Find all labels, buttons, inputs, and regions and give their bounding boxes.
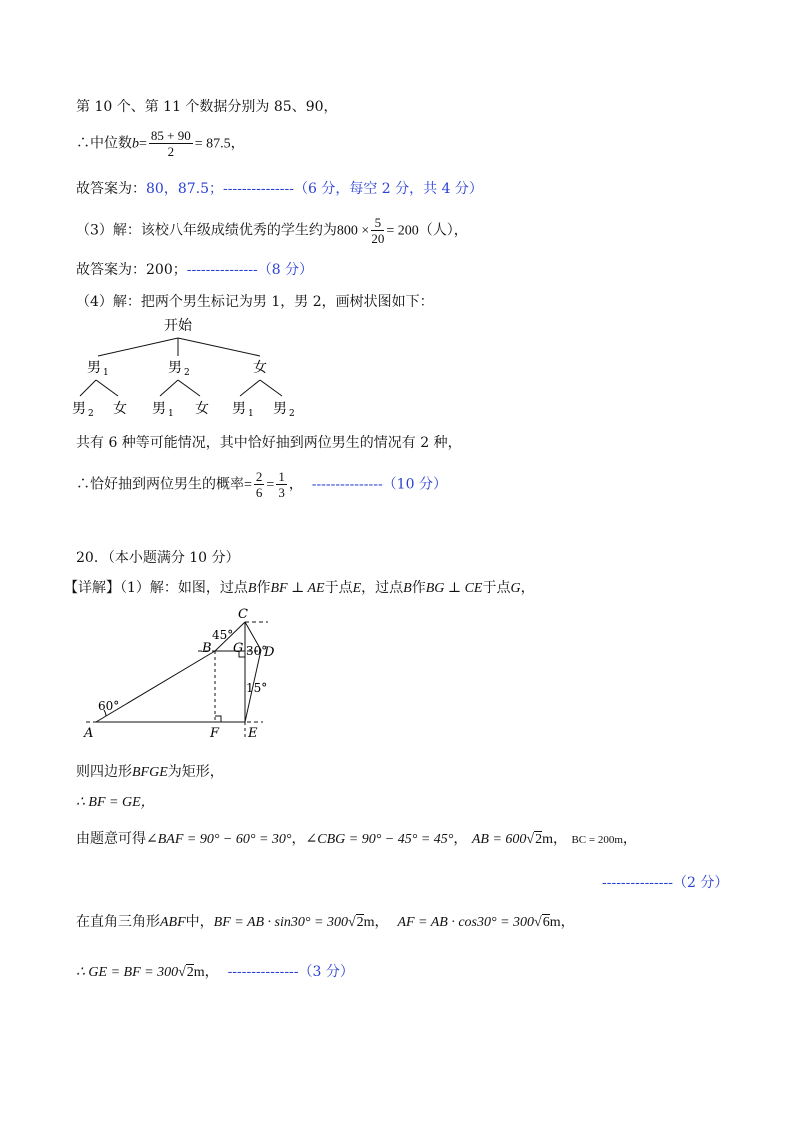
part3-line: （3）解：该校八年级成绩优秀的学生约为800 × $\frac{5}{20}$ = 200（人）， (76, 215, 468, 246)
label-B: B (202, 641, 212, 656)
label-A: A (84, 726, 94, 741)
tree-sub-2f: 2 (289, 409, 295, 419)
label-F: F (210, 726, 220, 741)
outcomes-line: 共有 6 种等可能情况，其中恰好抽到两位男生的情况有 2 种， (76, 435, 462, 451)
tree-sub-2a: 2 (88, 409, 94, 419)
given-values-line: 由题意可得∠BAF = 90° − 60° = 30°，∠CBG = 90° − 45° = 45°， AB = 600√2m， BC = 200m， (76, 831, 637, 847)
answer-line-2: 故答案为：80，87.5；---------------（6 分，每空 2 分，共 4 分） (76, 181, 483, 197)
median-fraction: $\frac{85 + 90}{2}$ (150, 128, 191, 159)
probability-fraction-2: $\frac{1}{3}$ (278, 469, 285, 500)
probability-fraction-1: $\frac{2}{6}$ (255, 469, 263, 500)
rectangle-line: 则四边形BFGE为矩形， (76, 764, 224, 780)
detail-line: 【详解】（1）解：如图，过点B作BF ⊥ AE于点E，过点B作BG ⊥ CE于点G， (64, 580, 535, 596)
tree-node-1c: 女 (253, 360, 267, 376)
tree-sub-2c: 1 (168, 409, 174, 419)
angle-45: 45° (212, 628, 234, 642)
excellent-fraction: $\frac{5}{20}$ (371, 215, 385, 246)
problem-20-title: 20．（本小题满分 10 分） (76, 550, 240, 566)
ge-result-line: ∴ GE = BF = 300√2m， ---------------（3 分） (76, 964, 354, 980)
bf-equals-ge-line: ∴ BF = GE， (76, 795, 155, 810)
tree-node-2a: 男 (72, 401, 86, 417)
label-D: D (264, 645, 275, 660)
tree-sub-2e: 1 (248, 409, 254, 419)
tree-node-2b: 女 (113, 401, 127, 417)
median-data-line: 第 10 个、第 11 个数据分别为 85、90， (76, 99, 338, 115)
figure-point-labels (83, 607, 275, 741)
tree-node-2d: 女 (195, 401, 209, 417)
tree-node-1a: 男 (87, 360, 101, 376)
tree-node-2f: 男 (273, 401, 287, 417)
median-formula-line: ∴中位数b= $\frac{85 + 90}{2}$ = 87.5， (76, 128, 245, 159)
figure-lines (86, 622, 268, 740)
tree-level2 (72, 401, 295, 419)
angle-60: 60° (98, 699, 120, 713)
answer-line-3: 故答案为：200；---------------（8 分） (76, 262, 314, 278)
tree-node-2e: 男 (232, 401, 246, 417)
angle-30: 30° (246, 644, 268, 658)
score-2-marker: ---------------（2 分） (602, 875, 729, 891)
angle-15: 15° (246, 681, 268, 695)
label-C: C (238, 607, 248, 622)
label-G: G (233, 641, 244, 656)
probability-line: ∴恰好抽到两位男生的概率= $\frac{2}{6}$ = $\frac{1}{3}$ ， ---------------（10 分） (76, 469, 447, 500)
tree-root: 开始 (164, 318, 192, 334)
right-triangle-line: 在直角三角形ABF中，BF = AB · sin30° = 300√2m， AF = AB · cos30° = 300√6m， (76, 914, 575, 930)
geometry-figure (78, 604, 278, 744)
tree-node-1b: 男 (168, 360, 182, 376)
tree-diagram (60, 312, 320, 424)
tree-level1 (87, 360, 267, 378)
label-E: E (248, 726, 258, 741)
tree-sub-1b: 2 (184, 368, 190, 378)
tree-sub-1a: 1 (103, 368, 109, 378)
part4-line: （4）解：把两个男生标记为男 1，男 2，画树状图如下： (76, 294, 434, 310)
tree-node-2c: 男 (152, 401, 166, 417)
